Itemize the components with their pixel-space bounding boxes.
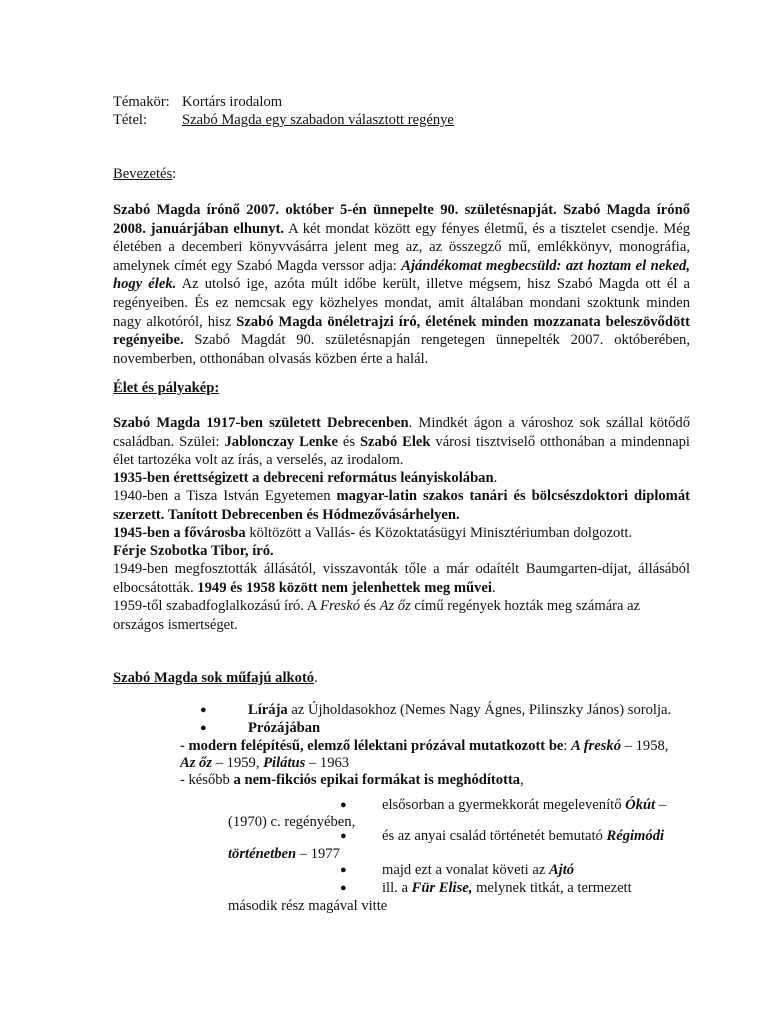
work-pilatus-year: – 1963: [305, 755, 350, 771]
bullet-icon: ●: [340, 830, 347, 842]
life-1959-text: 1959-től szabadfoglalkozású író. A: [113, 598, 321, 614]
bullet-icon: ●: [340, 799, 347, 811]
intro-heading: [113, 165, 176, 183]
work-pilatus: Pilátus: [263, 755, 306, 771]
life-1935-dot: .: [493, 470, 498, 486]
life-1945-bold: 1945-ben a fővárosba: [113, 525, 246, 541]
life-line-1935: [113, 469, 690, 488]
life-es: és: [360, 598, 380, 614]
later-line: [180, 771, 524, 789]
modern-line: [180, 737, 668, 755]
life-paragraph-1959: [113, 597, 653, 634]
work-fur-elise: Für Elise,: [411, 880, 473, 896]
life-oz: Az őz: [379, 598, 411, 614]
intro-text-2: Az utolsó ige, azóta múlt időbe került, illetve mégsem, hisz Szabó Magda ott él a regényeiben. És ez nemcsak egy közhelyes mondat, amit általában mondani szoktunk minden nagy alkotóról, hisz: [113, 276, 690, 330]
life-heading-text: Élet és pályakép:: [113, 380, 220, 396]
life-1949-text: 1949-ben megfosztották állásától, visszavonták tőle a már odaítélt Baumgarten-díjat, állásából elbocsátották.: [113, 561, 690, 596]
sub-item-fur-elise-cont: [228, 897, 387, 915]
temakor-line: [113, 93, 283, 111]
okut-cont: (1970) c. regényében,: [228, 814, 356, 830]
life-fresko: Freskó: [320, 598, 361, 614]
life-1940-bold: magyar-latin szakos tanári és bölcsészdoktori diplomát szerzett. Tanított Debrecenben és Hódmezővásárhelyen.: [113, 488, 690, 523]
work-ajto: Ajtó: [548, 862, 575, 878]
intro-bold-1: Szabó Magda írónő 2007. október 5-én ünnepelte 90. születésnapját. Szabó Magda írónő 2008. januárjában elhunyt.: [113, 202, 690, 237]
intro-heading-colon: :: [172, 166, 177, 182]
tetel-value: Szabó Magda egy szabadon választott regénye: [182, 112, 454, 128]
lyric-line: [248, 701, 671, 719]
life-line-husband: [113, 542, 690, 561]
work-okut: Ókút: [625, 797, 656, 813]
bullet-icon: ●: [340, 882, 347, 894]
life-birth: Szabó Magda 1917-ben született Debrecenben: [113, 415, 409, 431]
temakor-label: Témakör:: [113, 94, 170, 110]
modern-bold: - modern felépítésű, elemző lélektani prózával mutatkozott be: [180, 738, 564, 754]
life-paragraph-1940: [113, 487, 690, 524]
life-1959-end: című regények hozták meg számára az országos ismertséget.: [113, 598, 641, 633]
sub-item-ajto: [382, 861, 574, 879]
okut-text: elsősorban a gyermekkorát megelevenítő: [382, 797, 626, 813]
regimodi-year: – 1977: [296, 846, 340, 862]
life-heading: [113, 379, 219, 397]
life-1945-text: költözött a Vallás- és Közoktatásügyi Minisztériumban dolgozott.: [245, 525, 633, 541]
sub-item-okut: [382, 796, 666, 814]
intro-text-1: A két mondat között egy fényes életmű, és a tisztelet csendje. Még életében a decemberi könyvvásárra jelent meg az, az összegző mű, emlékkönyv, monográfia, amelynek címét egy Szabó Magda verssor adja:: [113, 220, 690, 274]
okut-dash: –: [655, 797, 667, 813]
fur-elise-text: ill. a: [382, 880, 412, 896]
regimodi-text: és az anyai család történetét bemutató: [382, 828, 607, 844]
genres-heading: [113, 669, 318, 687]
later-text: - később: [180, 772, 234, 788]
life-mother: Jablonczay Lenke: [224, 433, 339, 450]
work-oz: Az őz: [180, 755, 213, 771]
later-comma: ,: [520, 772, 524, 788]
lyric-text: az Újholdasokhoz (Nemes Nagy Ágnes, Pilinszky János) sorolja.: [287, 702, 672, 718]
bullet-icon: ●: [200, 704, 207, 716]
sub-item-regimodi-cont: [228, 845, 340, 863]
life-and: és: [338, 433, 360, 450]
sub-item-okut-cont: [228, 813, 355, 831]
life-father: Szabó Elek: [359, 433, 431, 450]
bullet-icon: ●: [340, 864, 347, 876]
intro-bold-2: Szabó Magda önéletrajzi író, életének minden mozzanata beleszövődött regényeibe.: [113, 313, 690, 349]
life-text-1: . Mindkét ágon a városhoz sok szállal kötődő családban. Szülei:: [113, 415, 690, 450]
tetel-line: [113, 111, 454, 129]
life-1940-text: 1940-ben a Tisza István Egyetemen: [113, 488, 337, 504]
life-husband: Férje Szobotka Tibor, író.: [113, 543, 274, 559]
lyric-bold: Lírája: [248, 702, 288, 718]
genres-heading-dot: .: [314, 670, 318, 686]
tetel-label: Tétel:: [113, 112, 148, 128]
work-fresko-year: – 1958,: [621, 738, 669, 754]
intro-quote: Ajándékomat megbecsüld: azt hoztam el neked, hogy élek.: [113, 257, 690, 293]
life-1949-bold: 1949 és 1958 között nem jelenhettek meg művei: [197, 579, 492, 596]
fur-elise-cont: második rész magával vitte: [228, 898, 388, 914]
life-paragraph-1: [113, 414, 690, 470]
genres-heading-text: Szabó Magda sok műfajú alkotó: [113, 670, 315, 686]
bullet-icon: ●: [200, 722, 207, 734]
work-fresko: A freskó: [571, 738, 621, 754]
sub-item-fur-elise: [382, 879, 632, 897]
prose-bold: Prózájában: [248, 720, 321, 736]
works-line: [180, 754, 349, 772]
ajto-text: majd ezt a vonalat követi az: [382, 862, 549, 878]
life-text-2: városi tisztviselő otthonában a mindennapi élet tartozéka volt az írás, a verselés, az irodalom.: [113, 433, 690, 469]
intro-paragraph: [113, 201, 690, 368]
prose-line: [248, 719, 320, 737]
work-tortenet: történetben: [228, 846, 297, 862]
life-1949-dot: .: [491, 579, 496, 596]
modern-colon: :: [563, 738, 572, 754]
work-oz-year: – 1959,: [212, 755, 264, 771]
intro-heading-text: Bevezetés: [113, 166, 173, 182]
intro-text-3: Szabó Magdát 90. születésnapján rengetegen ünnepelték 2007. októberében, novemberben, otthonában olvasás közben érte a halál.: [113, 332, 690, 367]
life-1935: 1935-ben érettségizett a debreceni református leányiskolában: [113, 470, 494, 486]
sub-item-regimodi: [382, 827, 664, 845]
work-regimodi: Régimódi: [606, 828, 665, 844]
fur-elise-text-2: melynek titkát, a termezett: [472, 880, 632, 896]
life-line-1945: [113, 524, 690, 543]
life-paragraph-1949: [113, 560, 690, 597]
temakor-value: Kortárs irodalom: [182, 94, 283, 110]
later-bold: a nem-fikciós epikai formákat is meghódította: [233, 772, 521, 788]
